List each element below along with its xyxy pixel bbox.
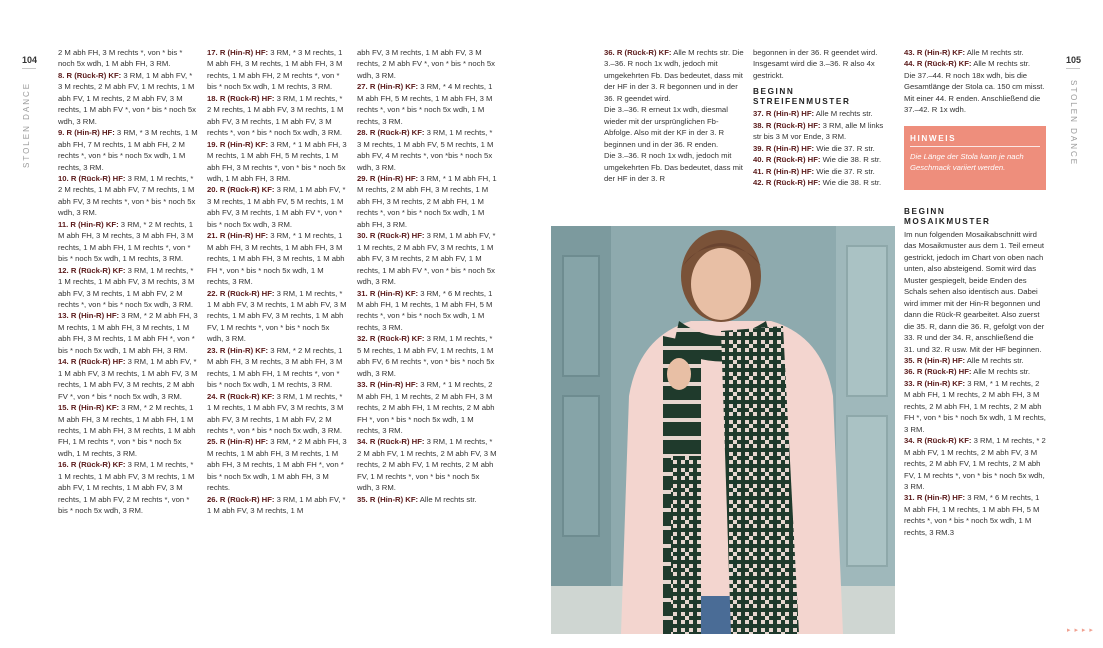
row-label: 11. R (Hin-R) KF: [58,219,119,229]
row-instruction [207,288,347,345]
row-text: 3 RM, * 1 M rechts, 2 M abh FH, 1 M rechts, 2 M abh FH, 3 M rechts, 2 M abh FH, 1 M rechts, 2 M abh FH *, von * bis * noch 5x wdh, 1 M rechts, 3 RM. [904,378,1046,434]
paragraph [58,47,198,70]
text-column-2 [207,47,347,517]
row-label: 25. R (Hin-R) HF: [207,437,269,447]
row-text: 3 RM, * 3 M rechts, 1 M abh FH, 3 M rechts, 1 M abh FH, 3 M rechts, 1 M abh FH, 2 M rechts *, von * bis * noch 5x wdh, 1 M rechts, 3 RM. [207,48,343,92]
hint-divider [910,146,1040,147]
row-text: Alle M rechts str. Die 3.–36. R noch 1x wdh, jedoch mit umgekehrten Fb. Das bedeutet, dass mit der HF in der 3. R begonnen und in der 36. R geendet wird. [604,48,744,103]
row-label: 39. R (Hin-R) HF: [753,143,815,153]
row-label: 16. R (Rück-R) KF: [58,460,126,470]
section-label-left: STOLEN DANCE [22,81,31,168]
row-text: 3 RM, 1 M rechts, * 2 M rechts, 1 M abh FV, 7 M rechts, 1 M abh FV, 3 M rechts *, von * bis * noch 5x wdh, 3 RM. [58,173,196,218]
row-instruction [357,333,497,379]
row-label: 32. R (Rück-R) KF: [357,334,425,344]
row-text: Alle M rechts str. [965,48,1024,57]
row-instruction [207,436,347,493]
row-instruction [207,391,347,437]
row-instruction [58,402,198,459]
row-label: 31. R (Hin-R) HF: [904,493,966,503]
row-text: 3 RM, 1 M abh FV, * 1 M abh FV, 3 M rechts, 1 M abh FV, 3 M rechts, 1 M abh FV, 3 M rechts, 2 M abh FV *, von * bis * noch 5x wdh, 3 RM. [58,357,198,401]
stripe-section-heading: BEGINN STREIFENMUSTER [753,87,851,106]
row-instruction [904,435,1046,492]
next-page-arrow-icon: ▸ ▸ ▸ ▸ [1067,627,1094,634]
row-instruction [753,166,893,177]
row-instruction [753,120,893,143]
row-label: 30. R (Rück-R) HF: [357,231,425,241]
row-text: Die 3.–36. R erneut 1x wdh, diesmal wieder mit der ursprünglichen Fb-Abfolge. Also mit der KF in der 3. R beginnen und in der 36. R enden. [604,105,728,149]
row-instruction [357,230,497,287]
mosaic-section-heading: BEGINN MOSAIKMUSTER [904,207,991,226]
row-text: 3 RM, 1 M rechts, * 2 M abh FV, 1 M rechts, 2 M abh FV, 3 M rechts, 2 M abh FV, 1 M rechts, 2 M abh FV, 1 M rechts *, von * bis * noch 5x wdh, 3 RM. [357,437,497,493]
page-number-left: 104 [22,55,38,65]
row-text: Wie die 37. R str. [814,143,875,153]
text-column-5 [753,47,893,189]
row-label: 10. R (Rück-R) HF: [58,173,126,183]
row-label: 36. R (Rück-R) KF: [604,48,672,57]
paragraph [904,70,1046,116]
row-instruction [357,127,497,173]
row-text: 3 RM, 1 M rechts, * 1 M abh FV, 3 M rechts, 1 M abh FV, 3 M rechts, 1 M abh FV, 3 M rechts, 1 M abh FV, 1 M rechts *, von * bis * noch 5x wdh, 3 RM. [207,288,347,344]
row-label: 35. R (Hin-R) KF: [357,494,419,504]
row-instruction [58,265,198,311]
hint-box [904,126,1046,190]
row-text: 3 RM, * 2 M abh FH, 3 M rechts, 1 M abh FH, 3 M rechts, 1 M abh FH, 3 M rechts, 1 M abh FH *, von * bis * noch 5x wdh, 1 M abh FH, 3 RM. [58,311,198,355]
row-text: 3 RM, 1 M rechts, * 2 M abh FV, 1 M rechts, 2 M abh FV, 3 M rechts, 2 M abh FV, 1 M rechts, 2 M abh FV, 1 M rechts *, von * bis * noch 5x wdh, 3 RM. [904,436,1046,491]
text-column-3 [357,47,497,505]
row-text: Wie die 37. R str. [814,166,875,176]
row-text: 3 RM, * 2 M rechts, 1 M abh FH, 3 M rechts, 3 M abh FH, 3 M rechts, 1 M abh FH, 1 M rechts *, von * bis * noch 5x wdh, 1 M rechts, 3 RM. [58,219,194,264]
paragraph: begonnen in der 36. R geendet wird. Insgesamt wird die 3.–36. R also 4x gestrickt. [753,48,878,80]
row-label: 23. R (Hin-R) KF: [207,345,269,355]
section-label-right: STOLEN DANCE [1069,80,1078,167]
row-label: 19. R (Hin-R) KF: [207,139,269,149]
row-label: 13. R (Hin-R) HF: [58,311,120,321]
text-column-1 [58,47,198,517]
text-column-6 [904,47,1046,116]
row-text: Wie die 38. R str. [820,155,882,165]
row-label: 31. R (Hin-R) KF: [357,288,419,298]
row-text: 3 RM, * 1 M abh FH, 1 M rechts, 2 M abh FH, 3 M rechts, 1 M abh FH, 3 M rechts, 2 M abh FH, 1 M rechts *, von * bis * noch 5x wdh, 1 M abh FH, 3 RM. [357,173,497,229]
row-text: 3 RM, * 6 M rechts, 1 M abh FH, 1 M rechts, 1 M abh FH, 5 M rechts *, von * bis * noch 5x wdh, 1 M rechts, 3 RM.3 [904,493,1040,537]
row-text: abh FV, 3 M rechts, 1 M abh FV, 3 M rechts, 2 M abh FV *, von * bis * noch 5x wdh, 3 RM. [357,48,496,80]
row-label: 43. R (Hin-R) KF: [904,48,966,57]
row-instruction [604,47,744,104]
row-text: 3 RM, 1 M rechts, * 1 M rechts, 1 M abh FV, 3 M rechts, 1 M abh FV, 1 M rechts, 1 M abh FV, 3 M rechts, 1 M abh FV, 2 M rechts *, von * bis * noch 5x wdh, 3 RM. [58,460,195,516]
row-text: 3 RM, * 2 M rechts, 1 M abh FH, 3 M rechts, 3 M abh FH, 3 M rechts, 1 M abh FH, 1 M rechts *, von * bis * noch 5x wdh, 1 M rechts, 3 RM. [207,345,343,390]
row-text: 3 RM, 1 M rechts, * 1 M rechts, 1 M abh FV, 3 M rechts, 3 M abh FV, 3 M rechts, 1 M abh FV, 2 M rechts *, von * bis * noch 5x wdh, 3 RM. [207,391,344,435]
row-label: 35. R (Hin-R) HF: [904,355,966,365]
row-text: Alle M rechts str. [418,494,477,504]
row-instruction [207,345,347,391]
row-label: 38. R (Rück-R) HF: [753,120,821,130]
row-text: 3 RM, * 1 M rechts, 2 M abh FH, 1 M rechts, 2 M abh FH, 3 M rechts, 2 M abh FH, 1 M rechts, 2 M abh FH *, von * bis * noch 5x wdh, 1 M rechts, 3 RM. [357,380,495,435]
text-column-6-mosaic [904,207,1046,538]
hint-text: Die Länge der Stola kann je nach Geschmack variiert werden. [910,152,1024,173]
row-text: 3 RM, * 2 M rechts, 1 M abh FH, 3 M rechts, 1 M abh FH, 1 M rechts, 1 M abh FH, 3 M rechts, 1 M abh FH, 1 M rechts *, von * bis * noch 5x wdh, 1 M rechts, 3 RM. [58,403,196,458]
scarf-photo [551,226,895,634]
row-text: 3 RM, * 6 M rechts, 1 M abh FH, 1 M rechts, 1 M abh FH, 5 M rechts *, von * bis * noch 5x wdh, 1 M rechts, 3 RM. [357,288,493,332]
text-column-4 [604,47,744,184]
row-instruction [753,177,893,188]
row-text: Alle M rechts str. [971,59,1031,69]
row-instruction [357,288,497,334]
row-label: 29. R (Hin-R) HF: [357,173,419,183]
row-instruction [753,154,893,165]
row-instruction [207,230,347,287]
row-label: 14. R (Rück-R) HF: [58,357,126,367]
row-label: 34. R (Rück-R) KF: [904,436,972,446]
row-instruction [357,494,497,505]
row-instruction [357,436,497,493]
row-instruction [58,310,198,356]
row-label: 20. R (Rück-R) KF: [207,185,275,195]
row-label: 40. R (Rück-R) HF: [753,155,821,165]
row-label: 42. R (Rück-R) HF: [753,178,821,188]
page-number-right: 105 [1066,55,1082,65]
row-label: 33. R (Hin-R) HF: [357,380,419,390]
row-label: 34. R (Rück-R) HF: [357,437,425,447]
row-label: 17. R (Hin-R) HF: [207,48,269,57]
row-label: 12. R (Rück-R) KF: [58,265,126,275]
row-instruction [58,219,198,265]
row-label: 9. R (Hin-R) HF: [58,128,115,138]
row-instruction [904,355,1046,366]
row-instruction [904,492,1046,538]
row-label: 21. R (Hin-R) HF: [207,231,269,241]
row-label: 33. R (Hin-R) KF: [904,378,966,388]
row-label: 28. R (Rück-R) KF: [357,128,425,138]
row-text: 3 RM, 1 M abh FV, * 1 M abh FV, 3 M rechts, 1 M [207,494,346,516]
paragraph [604,150,744,184]
row-instruction [58,459,198,516]
row-instruction [904,47,1046,58]
row-label: 22. R (Rück-R) HF: [207,288,275,298]
row-text: 3 RM, 1 M abh FV, * 3 M rechts, 1 M abh FV, 5 M rechts, 1 M abh FV, 3 M rechts, 1 M abh FV *, von * bis * noch 5x wdh, 3 RM. [207,185,346,229]
row-text: Alle M rechts str. [971,367,1031,377]
row-text: 3 RM, 1 M rechts, * 1 M rechts, 1 M abh FV, 3 M rechts, 3 M abh FV, 3 M rechts, 1 M abh FV, 2 M rechts *, von * bis * noch 5x wdh, 3 RM. [58,265,195,309]
row-text: 3 RM, * 1 M abh FH, 3 M rechts, 1 M abh FH, 5 M rechts, 1 M abh FH, 3 M rechts *, von * bis * noch 5x wdh, 1 M abh FH, 3 RM. [207,139,347,183]
row-text: 3 RM, * 1 M rechts, 1 M abh FH, 3 M rechts, 1 M abh FH, 3 M rechts, 1 M abh FH, 3 M rechts, 1 M abh FH *, von * bis * noch 5x wdh, 1 M rechts, 3 RM. [207,231,345,287]
row-label: 8. R (Rück-R) KF: [58,70,122,80]
row-instruction [58,70,198,127]
row-text: 3 RM, 1 M abh FV, * 1 M rechts, 2 M abh FV, 3 M rechts, 1 M abh FV, 3 M rechts, 2 M abh FV, 1 M rechts, 1 M abh FV *, von * bis * noch 5x wdh, 3 RM. [357,231,496,287]
row-text: Die 37.–44. R noch 18x wdh, bis die Gesamtlänge der Stola ca. 150 cm misst. Mit einer 44. R enden. Anschließend die 37.–42. R 1x wdh. [904,70,1045,115]
row-text: Im nun folgenden Mosaikabschnitt wird das Mosaikmuster aus dem 1. Teil erneut gestrickt, jedoch im Chart von oben nach unten, also absteigend. Somit wird das Muster gespiegelt, beide Enden des Schals sehen also identisch aus. Dabei wird immer mit der Hin-R begonnen und dann die Rück-R gearbeitet. Also zuerst die 35. R, dann die 36. R, gefolgt von der 33. R und der 34. R, anschließend die 31. und 32. R usw. Mit der HF beginnen. [904,230,1045,354]
row-instruction [357,379,497,436]
row-text: Die 3.–36. R noch 1x wdh, jedoch mit umgekehrten Fb. Das bedeutet, dass mit der HF in der 3. R [604,151,743,183]
scarf-photo-illustration [551,226,895,634]
row-instruction [904,58,1046,69]
row-label: 18. R (Rück-R) HF: [207,93,275,103]
row-text: 3 RM, * 3 M rechts, 1 M abh FH, 7 M rechts, 1 M abh FH, 2 M rechts *, von * bis * noch 5x wdh, 1 M rechts, 3 RM. [58,128,198,172]
row-text: Alle M rechts str. [814,109,873,119]
row-instruction [207,93,347,139]
row-label: 26. R (Rück-R) HF: [207,494,275,504]
row-instruction [207,139,347,185]
row-label: 15. R (Hin-R) KF: [58,403,120,413]
row-text: 2 M abh FH, 3 M rechts *, von * bis * noch 5x wdh, 1 M abh FH, 3 RM. [58,48,183,69]
row-instruction [207,494,347,517]
hint-title: HINWEIS [910,134,957,143]
row-text: Alle M rechts str. [965,355,1024,365]
stripe-rows [753,108,893,188]
row-instruction [753,143,893,154]
row-instruction [207,47,347,93]
row-text: 3 RM, alle M links str bis 3 M vor Ende, 3 RM. [753,120,884,142]
row-text: 3 RM, * 4 M rechts, 1 M abh FH, 5 M rechts, 1 M abh FH, 3 M rechts *, von * bis * noch 5x wdh, 1 M rechts, 3 RM. [357,82,493,126]
row-instruction [753,108,893,119]
row-text: 3 RM, 1 M rechts, * 2 M rechts, 1 M abh FV, 3 M rechts, 1 M abh FV, 3 M rechts, 1 M abh FV, 3 M rechts *, von * bis * noch 5x wdh, 3 RM. [207,93,344,138]
row-instruction [58,173,198,219]
row-text: 3 RM, 1 M rechts, * 5 M rechts, 1 M abh FV, 1 M rechts, 1 M abh FV, 6 M rechts *, von * bis * noch 5x wdh, 3 RM. [357,334,495,378]
mosaic-rows [904,229,1046,538]
row-instruction [207,184,347,230]
paragraph [357,47,497,81]
paragraph [604,104,744,150]
row-instruction [904,366,1046,377]
page-number-rule-right [1066,68,1080,69]
row-instruction [357,173,497,230]
row-instruction [904,378,1046,435]
row-label: 36. R (Rück-R) HF: [904,367,972,377]
row-text: 3 RM, 1 M rechts, * 3 M rechts, 1 M abh FV, 5 M rechts, 1 M abh FV, 4 M rechts *, von *bis * noch 5x wdh, 3 RM. [357,128,494,172]
row-label: 41. R (Hin-R) HF: [753,166,815,176]
row-text: 3 RM, * 2 M abh FH, 3 M rechts, 1 M abh FH, 3 M rechts, 1 M abh FH, 3 M rechts, 1 M abh FH *, von * bis * noch 5x wdh, 1 M abh FH, 3 M rechts. [207,437,347,493]
row-text: Wie die 38. R str. [820,178,882,188]
row-instruction [357,81,497,127]
page-number-rule-left [22,68,36,69]
row-instruction [58,127,198,173]
row-instruction [58,356,198,402]
paragraph [904,229,1046,355]
row-label: 44. R (Rück-R) KF: [904,59,972,69]
row-label: 24. R (Rück-R) KF: [207,391,275,401]
row-label: 27. R (Hin-R) KF: [357,82,419,92]
row-list-top [904,47,1046,116]
row-label: 37. R (Hin-R) HF: [753,109,815,119]
row-text: 3 RM, 1 M abh FV, * 3 M rechts, 2 M abh FV, 1 M rechts, 1 M abh FV, 1 M rechts, 2 M abh FV, 3 M rechts, 1 M abh FV *, von * bis * noch 5x wdh, 3 RM. [58,70,197,126]
